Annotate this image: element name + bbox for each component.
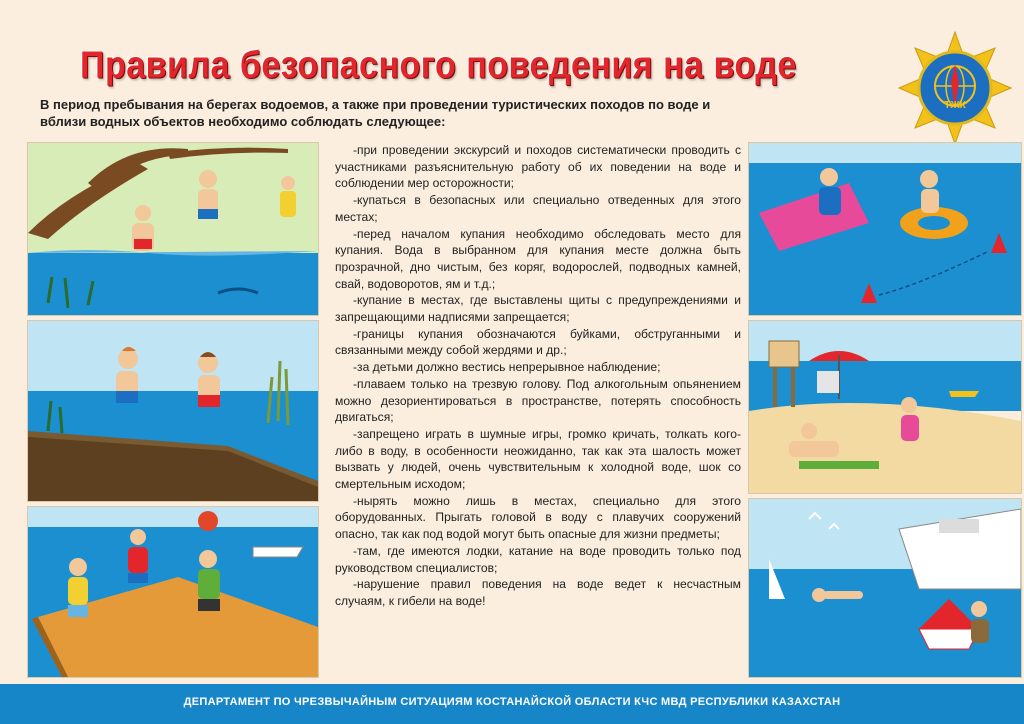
rule-item: -купаться в безопасных или специально отведенных для этого местах; <box>335 193 741 224</box>
illustration-rescue <box>748 498 1022 678</box>
intro-text: В период пребывания на берегах водоемов, а также при проведении туристических походов по воде и вблизи водных объектов необходимо соблюдать следующее: <box>40 97 711 129</box>
rules-text <box>335 142 741 674</box>
rule-item: -плаваем только на трезвую голову. Под алкогольным опьянением можно дезориентироваться в пространстве, потерять способность двигаться; <box>335 376 741 425</box>
rule-item: -перед началом купания необходимо обследовать место для купания. Вода в выбранном для купания месте должна быть прозрачной, дно чистым, без коряг, водорослей, подводных камней, свай, водоворотов, ям и т.д.; <box>335 226 741 291</box>
emblem-label: ТЖК <box>944 100 966 111</box>
footer-text: ДЕПАРТАМЕНТ ПО ЧРЕЗВЫЧАЙНЫМ СИТУАЦИЯМ КОСТАНАЙСКОЙ ОБЛАСТИ КЧС МВД РЕСПУБЛИКИ КАЗАХСТАН <box>183 696 841 708</box>
rule-item: -запрещено играть в шумные игры, громко кричать, толкать кого-либо в воду, в особенности неожиданно, так как эта шалость может вызвать у людей, очень чувствительным к холодной воде, шок со смертельным исходом; <box>335 426 741 492</box>
emergency-emblem <box>897 30 1013 146</box>
illustration-beach <box>748 320 1022 494</box>
rule-item: -там, где имеются лодки, катание на воде проводить только под руководством специалистов; <box>335 543 741 575</box>
rule-item: -за детьми должно вестись непрерывное наблюдение; <box>353 360 661 375</box>
illustration-tree-jump <box>27 142 319 316</box>
rule-item: -при проведении экскурсий и походов систематически проводить с участниками разъяснительную работу об их поведении на воде и соблюдении мер осторожности; <box>335 143 741 191</box>
rule-item: -купание в местах, где выставлены щиты с предупреждениями и запрещающими надписями запрещается; <box>335 293 741 325</box>
illustration-floats-buoys <box>748 142 1022 316</box>
illustration-pier-ball <box>27 506 319 678</box>
rule-item: -нарушение правил поведения на воде ведет к несчастным случаям, к гибели на воде! <box>335 577 741 608</box>
poster-title: Правила безопасного поведения на воде <box>80 44 797 87</box>
illustration-pushing <box>27 320 319 502</box>
rule-item: -границы купания обозначаются буйками, обструганными и связанными между собой жердями и др.; <box>335 326 741 358</box>
footer-bar <box>0 684 1024 724</box>
rule-item: -нырять можно лишь в местах, специально для этого оборудованных. Прыгать головой в воду с плавучих сооружений опасно, так как под водой могут быть опасные для жизни предметы; <box>335 493 741 542</box>
